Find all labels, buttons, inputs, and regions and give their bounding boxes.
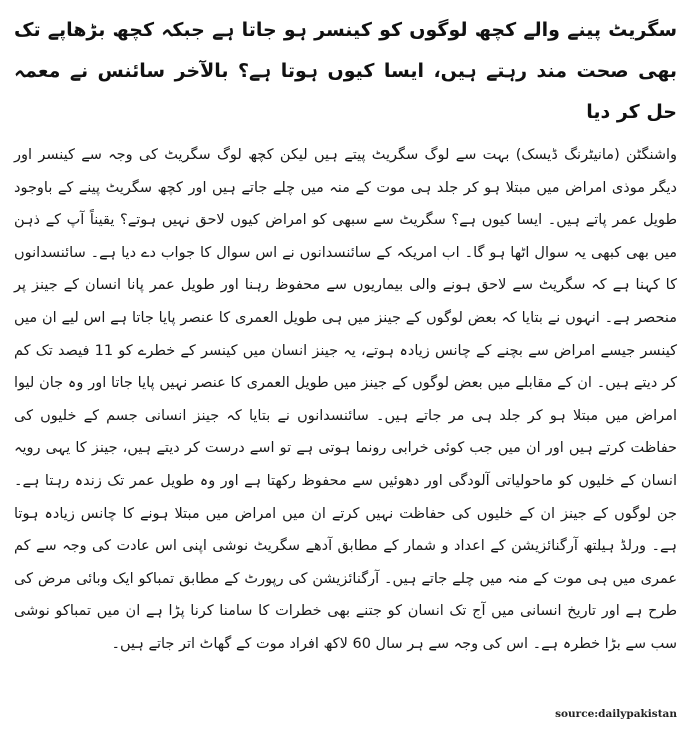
- article-body: واشنگٹن (مانیٹرنگ ڈیسک) بہت سے لوگ سگریٹ پیتے ہیں لیکن کچھ لوگ سگریٹ کی وجہ سے کینسر اور دیگر موذی امراض میں مبتلا ہو کر جلد ہی موت کے منہ میں چلے جاتے ہیں اور کچھ سگریٹ پینے کے باوجود طویل عمر پاتے ہیں۔ ایسا کیوں ہے؟ سگریٹ سے سبھی کو امراض کیوں لاحق نہیں ہوتے؟ یقیناً آپ کے ذہن میں بھی کبھی یہ سوال اٹھا ہو گا۔ اب امریکہ کے سائنسدانوں نے اس سوال کا جواب دے دیا ہے۔ سائنسدانوں کا کہنا ہے کہ سگریٹ سے لاحق ہونے والی بیماریوں سے محفوظ رہنا اور طویل عمر پانا انسان کے جینز پر منحصر ہے۔ انہوں نے بتایا کہ بعض لوگوں کے جینز میں ہی طویل العمری کا عنصر پایا جاتا ہے اس لیے ان میں کینسر جیسے امراض سے بچنے کے چانس زیادہ ہوتے، یہ جینز انسان میں کینسر کے خطرے کو 11 فیصد تک کم کر دیتے ہیں۔ ان کے مقابلے میں بعض لوگوں کے جینز میں طویل العمری کا عنصر نہیں پایا جاتا اور وہ جان لیوا امراض میں مبتلا ہو کر جلد ہی مر جاتے ہیں۔ سائنسدانوں نے بتایا کہ جینز انسانی جسم کے خلیوں کی حفاظت کرتے ہیں اور ان میں جب کوئی خرابی رونما ہوتی ہے تو اسے درست کر دیتے ہیں، جینز کا یہی رویہ انسان کے خلیوں کو ماحولیاتی آلودگی اور دھوئیں سے محفوظ رکھتا ہے اور وہ طویل عمر تک زندہ رہتا ہے۔ جن لوگوں کے جینز ان کے خلیوں کی حفاظت نہیں کرتے ان میں امراض میں مبتلا ہونے کا چانس زیادہ ہوتا ہے۔ ورلڈ ہیلتھ آرگنائزیشن کے اعداد و شمار کے مطابق آدھے سگریٹ نوشی اپنی اس عادت کی وجہ سے کم عمری میں ہی موت کے منہ میں چلے جاتے ہیں۔ آرگنائزیشن کی رپورٹ کے مطابق تمباکو ایک وبائی مرض کی طرح ہے اور تاریخ انسانی میں آج تک انسان کو جتنے بھی خطرات کا سامنا کرنا پڑا ہے ان میں تمباکو نوشی سب سے بڑا خطرہ ہے۔ اس کی وجہ سے ہر سال 60 لاکھ افراد موت کے گھاٹ اتر جاتے ہیں۔: [14, 147, 678, 652]
- news-article: [14, 10, 677, 661]
- source-credit: source:dailypakistan: [555, 708, 677, 720]
- article-headline: سگریٹ پینے والے کچھ لوگوں کو کینسر ہو جاتا ہے جبکہ کچھ بڑھاپے تک بھی صحت مند رہتے ہیں، ایسا کیوں ہوتا ہے؟ بالآخر سائنس نے معمہ حل کر دیا: [14, 19, 677, 123]
